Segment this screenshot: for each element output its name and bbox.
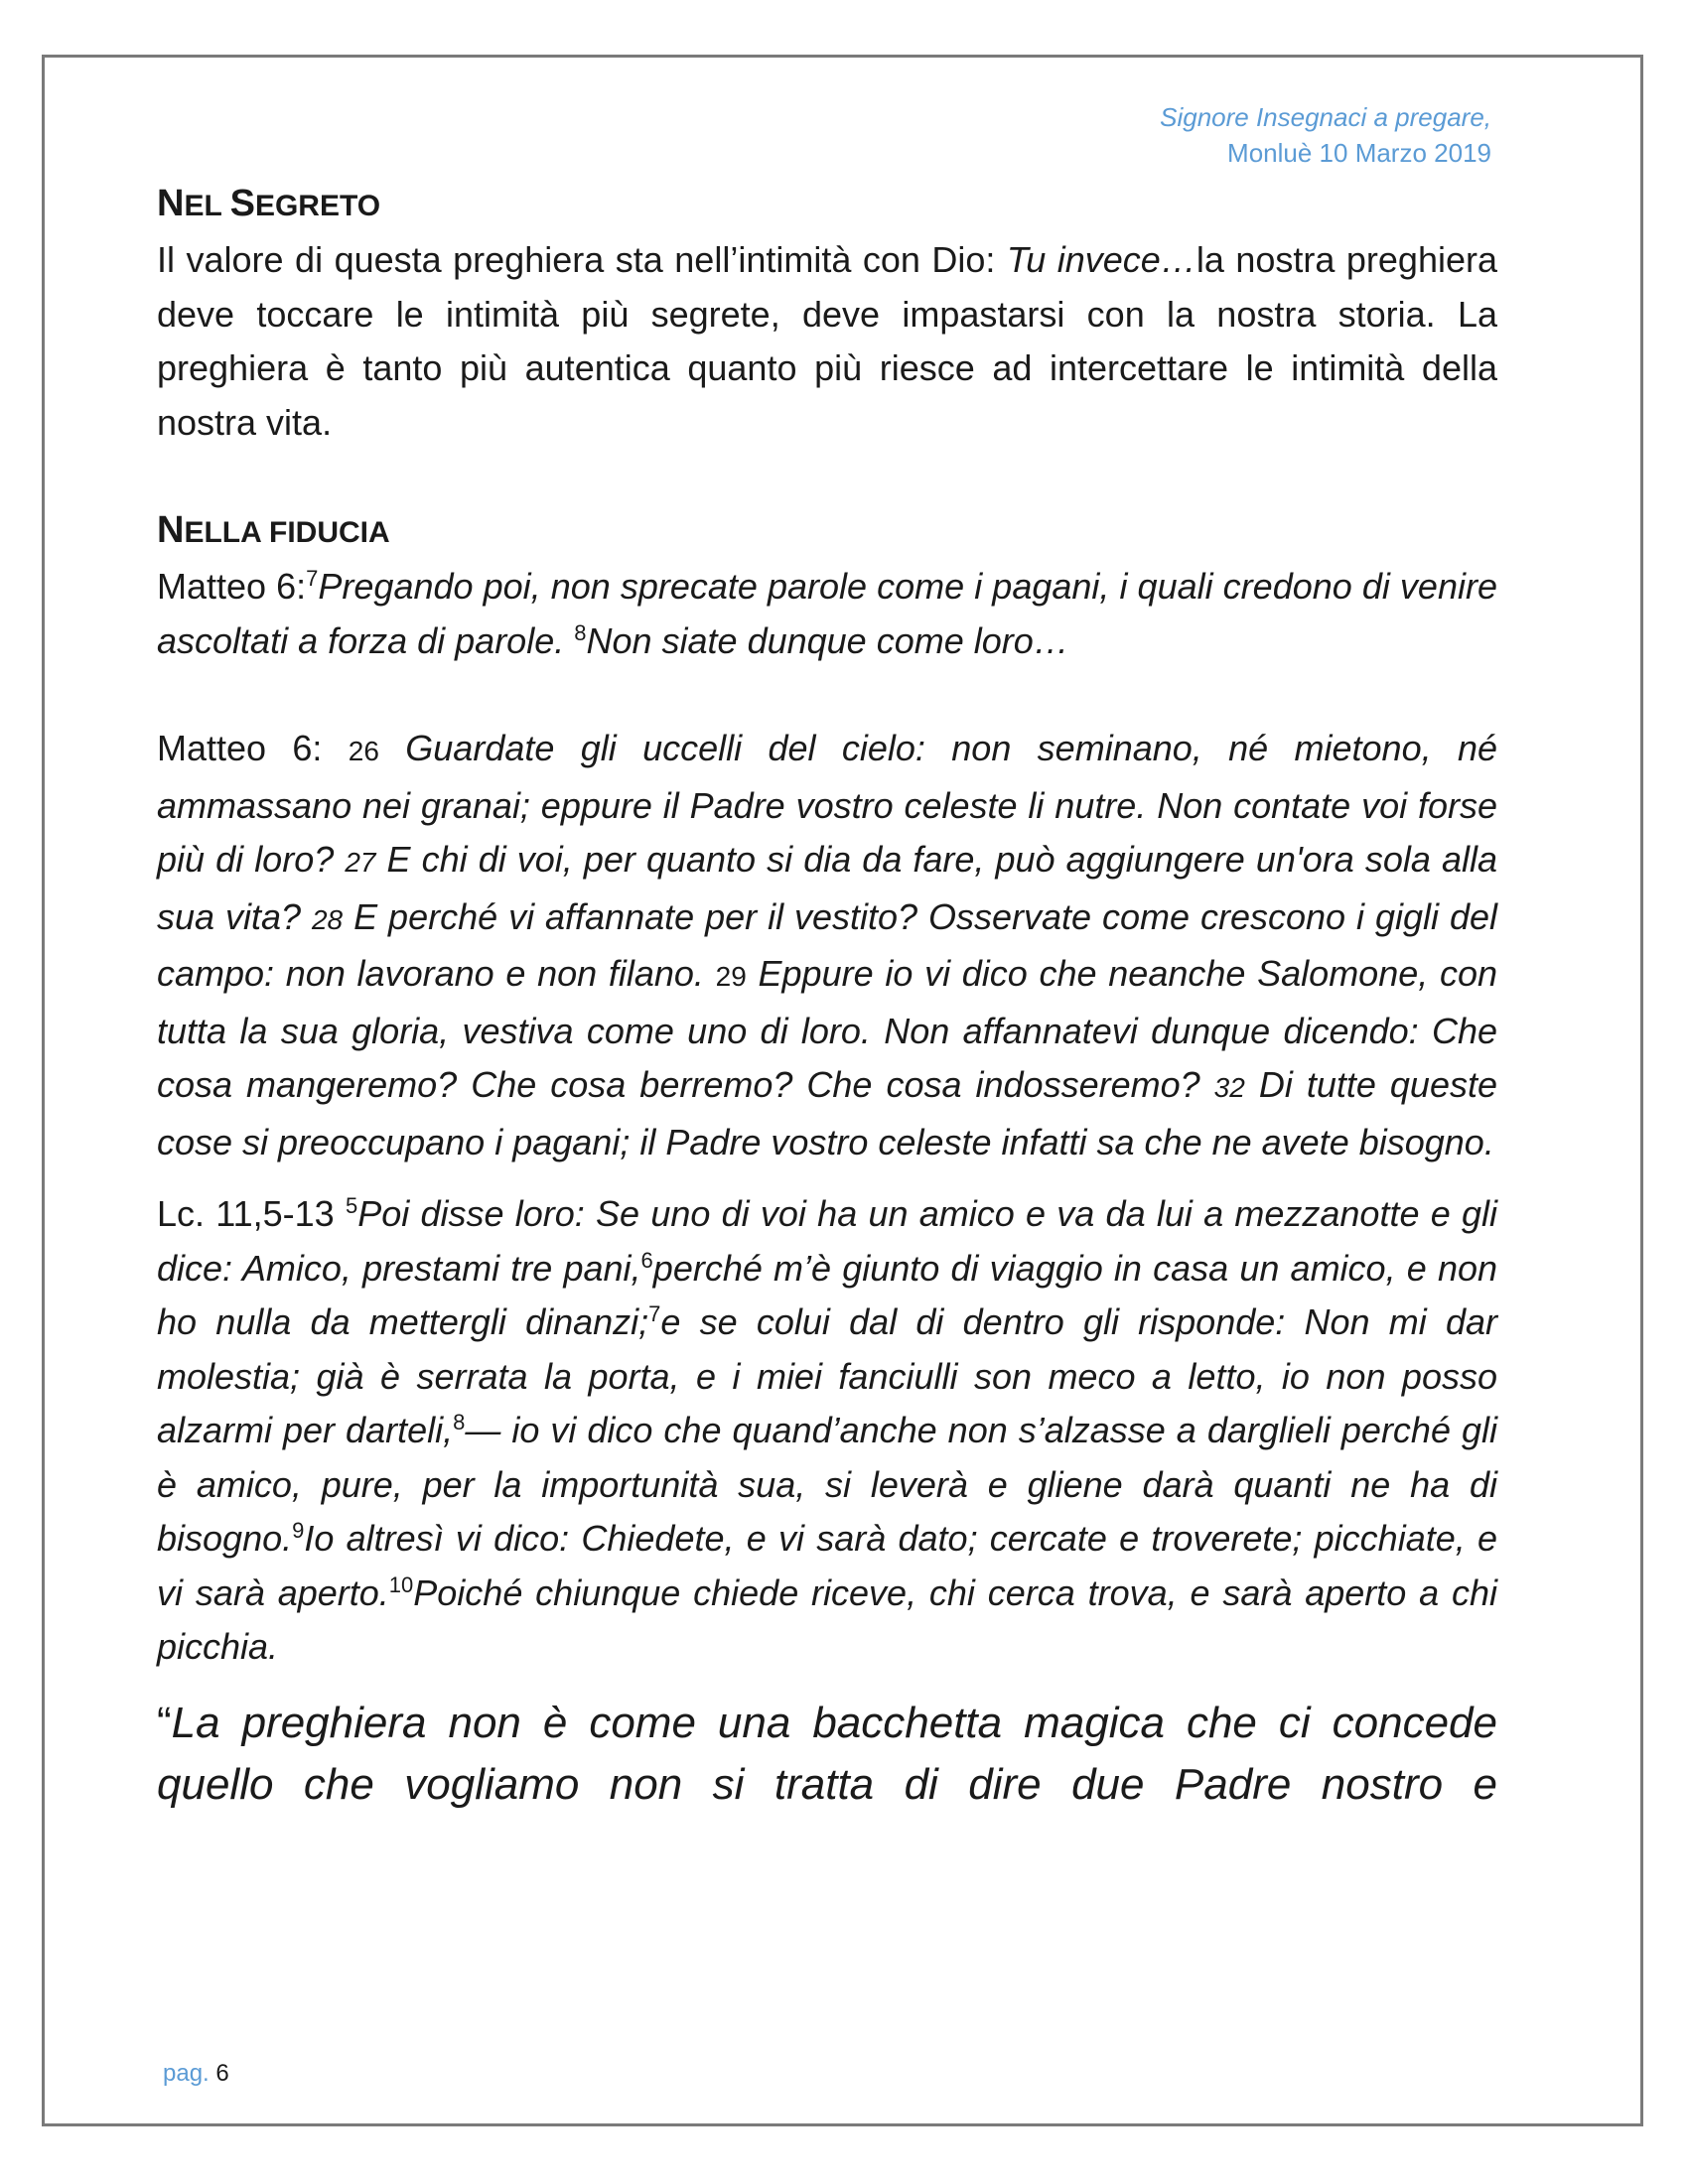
verse-number: 8	[453, 1410, 466, 1434]
verse-text: e se colui dal di dentro gli risponde: Non mi dar molestia; già è serrata la porta, e i miei fanciulli son meco a letto, io non posso alzarmi per darteli,	[157, 1301, 1497, 1450]
verse-text: Pregando poi, non sprecate parole come i pagani, i quali credono di venire ascoltati a forza di parole.	[157, 566, 1497, 661]
verse-number: 32	[1213, 1072, 1245, 1103]
quote-matteo-6-7	[157, 560, 1497, 668]
verse-text: Di tutte queste cose si preoccupano i pagani; il Padre vostro celeste infatti sa che ne avete bisogno.	[157, 1064, 1497, 1162]
verse-text: E perché vi affannate per il vestito? Osservate come crescono i gigli del campo: non lavorano e non filano.	[157, 895, 1497, 994]
quote-matteo-6-26	[157, 722, 1497, 1169]
header-title: Signore Insegnaci a pregare,	[1160, 102, 1491, 132]
verse-number: 10	[388, 1571, 414, 1597]
paragraph-italic-text: Tu invece…	[1006, 239, 1196, 280]
verse-number: 8	[574, 619, 587, 645]
page-header	[1160, 99, 1491, 171]
heading-initial: N	[157, 509, 185, 551]
verse-text: Io altresì vi dico: Chiedete, e vi sarà dato; cercate e troverete; picchiate, e vi sarà aperto.	[157, 1518, 1497, 1613]
verse-number: 7	[648, 1301, 661, 1326]
citation-reference: Matteo 6:	[157, 728, 349, 768]
paragraph-intimita	[157, 233, 1497, 450]
verse-number: 28	[311, 903, 344, 935]
verse-number: 29	[715, 961, 747, 992]
section-heading-nella-fiducia	[157, 503, 1497, 560]
verse-text: Poiché chiunque chiede riceve, chi cerca trova, e sarà aperto a chi picchia.	[157, 1571, 1497, 1667]
verse-number: 9	[292, 1518, 305, 1543]
heading-initial: N	[157, 183, 185, 224]
verse-text: Eppure io vi dico che neanche Salomone, con tutta la sua gloria, vestiva come uno di loro. Non affannatevi dunque dicendo: Che cosa mangeremo? Che cosa berremo? Che cosa indosseremo?	[157, 953, 1498, 1105]
verse-text: — io vi dico che quand’anche non s’alzasse a darglieli perché gli è amico, pure, per la importunità sua, si leverà e gliene darà quanti ne ha di bisogno.	[157, 1410, 1497, 1559]
verse-number: 6	[640, 1247, 653, 1273]
verse-text: perché m’è giunto di viaggio in casa un amico, e non ho nulla da mettergli dinanzi;	[157, 1247, 1498, 1342]
verse-number: 27	[345, 847, 376, 878]
heading-initial: S	[229, 183, 255, 224]
quote-text: La preghiera non è come una bacchetta magica che ci concede quello che vogliamo non si tratta di dire due Padre nostro e	[157, 1698, 1497, 1809]
closing-quote	[157, 1693, 1497, 1816]
verse-text: Non siate dunque come loro…	[586, 619, 1069, 661]
verse-number: 5	[345, 1193, 358, 1218]
verse-text: Guardate gli uccelli del cielo: non seminano, né mietono, né ammassano nei granai; eppure il Padre vostro celeste li nutre. Non contate voi forse più di loro?	[157, 728, 1497, 880]
heading-text: ELLA FIDUCIA	[184, 516, 390, 549]
page-number: 6	[215, 2060, 229, 2087]
citation-reference: Lc. 11,5-13	[157, 1193, 346, 1234]
quote-luca-11	[157, 1187, 1497, 1675]
verse-number: 26	[348, 736, 379, 766]
paragraph-text: Il valore di questa preghiera sta nell’intimità con Dio:	[157, 239, 1007, 280]
header-date: Monluè 10 Marzo 2019	[1227, 138, 1491, 168]
page-label: pag.	[163, 2060, 216, 2087]
quote-mark: “	[157, 1698, 172, 1747]
section-heading-nel-segreto	[157, 177, 1497, 233]
verse-number: 7	[306, 566, 319, 591]
verse-text: E chi di voi, per quanto si dia da fare, può aggiungere un'ora sola alla sua vita?	[157, 839, 1498, 937]
paragraph-text: la nostra preghiera deve toccare le intimità più segrete, deve impastarsi con la nostra storia. La preghiera è tanto più autentica quanto più riesce ad intercettare le intimità della nostra vita.	[157, 239, 1498, 443]
document-body	[157, 177, 1497, 1816]
verse-text: Poi disse loro: Se uno di voi ha un amico e va da lui a mezzanotte e gli dice: Amico, prestami tre pani,	[157, 1193, 1498, 1289]
heading-text: EGRETO	[254, 190, 381, 222]
page-footer	[163, 2060, 229, 2088]
citation-reference: Matteo 6:	[157, 566, 307, 607]
heading-text: EL	[184, 190, 230, 222]
